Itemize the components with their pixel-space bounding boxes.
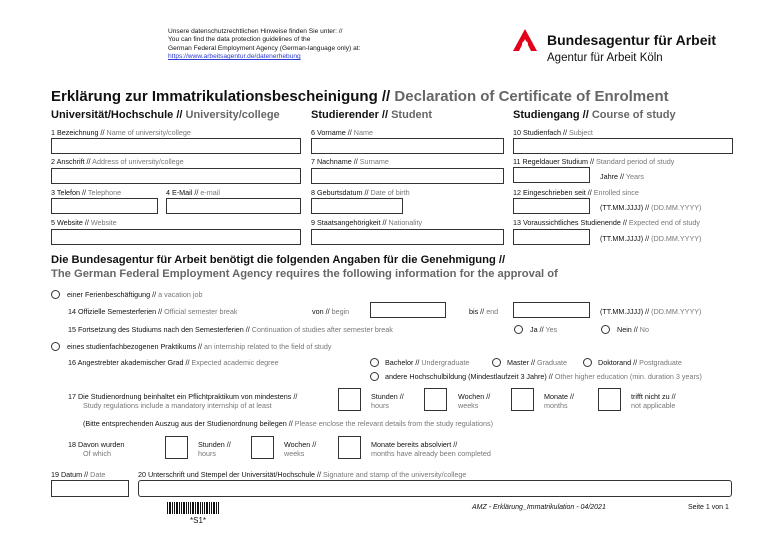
bachelor-radio[interactable] [370,358,379,367]
field-label-5: 5 Website // Website [51,218,117,227]
field-label-10: 10 Studienfach // Subject [513,128,593,137]
internship-radio[interactable] [51,342,60,351]
months-label: Monate // months [544,392,574,410]
vacation-job-label: einer Ferienbeschäftigung // a vacation job [67,290,203,299]
study-period-input[interactable] [513,167,590,183]
surname-input[interactable] [311,168,504,184]
subject-input[interactable] [513,138,733,154]
field-label-20: 20 Unterschrift und Stempel der Universität/Hochschule // Signature and stamp of the university/college [138,470,467,479]
page-number: Seite 1 von 1 [688,504,729,511]
from-label: von // begin [312,307,350,316]
privacy-line-3: German Federal Employment Agency (German-language only) at: [168,44,361,52]
date-format-12: (TT.MM.JJJJ) // (DD.MM.YYYY) [600,203,702,212]
agency-office: Agentur für Arbeit Köln [547,52,663,64]
field-label-18-de: 18 Davon wurden [68,440,125,449]
approval-heading-de: Die Bundesagentur für Arbeit benötigt die folgenden Angaben für die Genehmigung // [51,254,506,266]
field-label-17-de: 17 Die Studienordnung beinhaltet ein Pflichtpraktikum von mindestens // [68,392,298,401]
not-applicable-label: trifft nicht zu // not applicable [631,392,676,410]
other-degree-label: andere Hochschulbildung (Mindestlaufzeit 3 Jahre) // Other higher education (min. duration 3 years) [385,372,702,381]
privacy-link[interactable]: https://www.arbeitsagentur.de/datenerhebung [168,52,301,60]
years-unit: Jahre // Years [600,172,644,181]
date-of-birth-input[interactable] [311,198,403,214]
barcode-text: *S1* [190,516,207,525]
nationality-input[interactable] [311,229,504,245]
date-format-13: (TT.MM.JJJJ) // (DD.MM.YYYY) [600,234,702,243]
field-label-2: 2 Anschrift // Address of university/college [51,157,184,166]
not-applicable-checkbox[interactable] [598,388,621,411]
continuation-no-label: Nein // No [617,325,649,334]
completed-months-label: Monate bereits absolviert // months have already been completed [371,440,491,458]
page-title [51,88,669,106]
university-name-input[interactable] [51,138,301,154]
section-course-en: Course of study [591,109,676,121]
internship-hours-input[interactable] [338,388,361,411]
field-label-9: 9 Staatsangehörigkeit // Nationality [311,218,423,227]
field-label-16: 16 Angestrebter akademischer Grad // Expected academic degree [68,358,279,367]
agency-logo-icon [512,27,538,53]
first-name-input[interactable] [311,138,504,154]
field-label-6: 6 Vorname // Name [311,128,373,137]
university-phone-input[interactable] [51,198,158,214]
field-label-4: 4 E-Mail // e-mail [166,188,220,197]
title-de: Erklärung zur Immatrikulationsbescheinigung // [51,88,391,105]
weeks-label: Wochen // weeks [458,392,491,410]
internship-months-input[interactable] [511,388,534,411]
completed-weeks-label: Wochen // weeks [284,440,317,458]
section-student [311,109,432,122]
date-input[interactable] [51,480,129,497]
semester-break-begin-input[interactable] [370,302,446,318]
privacy-line-1: Unsere datenschutzrechtlichen Hinweise finden Sie unter: // [168,28,343,35]
field-label-13: 13 Voraussichtliches Studienende // Expected end of study [513,218,701,227]
completed-hours-label: Stunden // hours [198,440,231,458]
doctorate-radio[interactable] [583,358,592,367]
field-label-19: 19 Datum // Date [51,470,106,479]
enrolled-since-input[interactable] [513,198,590,214]
agency-name: Bundesagentur für Arbeit [547,32,717,48]
field-label-15: 15 Fortsetzung des Studiums nach den Semesterferien // Continuation of studies after semester break [68,325,393,334]
field-label-12: 12 Eingeschrieben seit // Enrolled since [513,188,639,197]
bachelor-label: Bachelor // Undergraduate [385,358,470,367]
vacation-job-radio[interactable] [51,290,60,299]
section-student-en: Student [391,109,433,121]
section-course [513,109,676,122]
doctorate-label: Doktorand // Postgraduate [598,358,682,367]
field-label-11: 11 Regeldauer Studium // Standard period of study [513,157,675,166]
field-label-17-en: Study regulations include a mandatory internship of at least [83,401,272,410]
completed-hours-input[interactable] [165,436,188,459]
continuation-yes-label: Ja // Yes [530,325,558,334]
continuation-yes-radio[interactable] [514,325,523,334]
field-label-8: 8 Geburtsdatum // Date of birth [311,188,410,197]
field-label-18-en: Of which [83,449,111,458]
privacy-note [168,28,360,61]
master-label: Master // Graduate [507,358,567,367]
hours-label: Stunden // hours [371,392,404,410]
form-code: AMZ - Erklärung_Immatrikulation - 04/2021 [472,504,606,511]
university-website-input[interactable] [51,229,301,245]
signature-stamp-field[interactable] [138,480,732,497]
section-university-en: University/college [185,109,280,121]
section-course-de: Studiengang // [513,109,589,121]
university-email-input[interactable] [166,198,301,214]
expected-end-input[interactable] [513,229,590,245]
section-student-de: Studierender // [311,109,389,121]
field-label-1: 1 Bezeichnung // Name of university/college [51,128,191,137]
completed-months-input[interactable] [338,436,361,459]
semester-break-end-input[interactable] [513,302,590,318]
to-label: bis // end [469,307,499,316]
continuation-no-radio[interactable] [601,325,610,334]
title-en: Declaration of Certificate of Enrolment [394,88,669,105]
completed-weeks-input[interactable] [251,436,274,459]
date-format-14: (TT.MM.JJJJ) // (DD.MM.YYYY) [600,307,702,316]
master-radio[interactable] [492,358,501,367]
enclose-note: (Bitte entsprechenden Auszug aus der Studienordnung beilegen // Please enclose the relevant details from the study regulations) [83,419,493,428]
university-address-input[interactable] [51,168,301,184]
field-label-14: 14 Offizielle Semesterferien // Official semester break [68,307,238,316]
field-label-7: 7 Nachname // Surname [311,157,389,166]
internship-label: eines studienfachbezogenen Praktikums // an internship related to the field of study [67,342,332,351]
other-degree-radio[interactable] [370,372,379,381]
section-university-de: Universität/Hochschule // [51,109,183,121]
internship-weeks-input[interactable] [424,388,447,411]
barcode-icon [167,502,219,514]
section-university [51,109,280,122]
privacy-line-2: You can find the data protection guidelines of the [168,36,311,44]
approval-heading-en: The German Federal Employment Agency requires the following information for the approval of [51,268,558,280]
field-label-3: 3 Telefon // Telephone [51,188,122,197]
